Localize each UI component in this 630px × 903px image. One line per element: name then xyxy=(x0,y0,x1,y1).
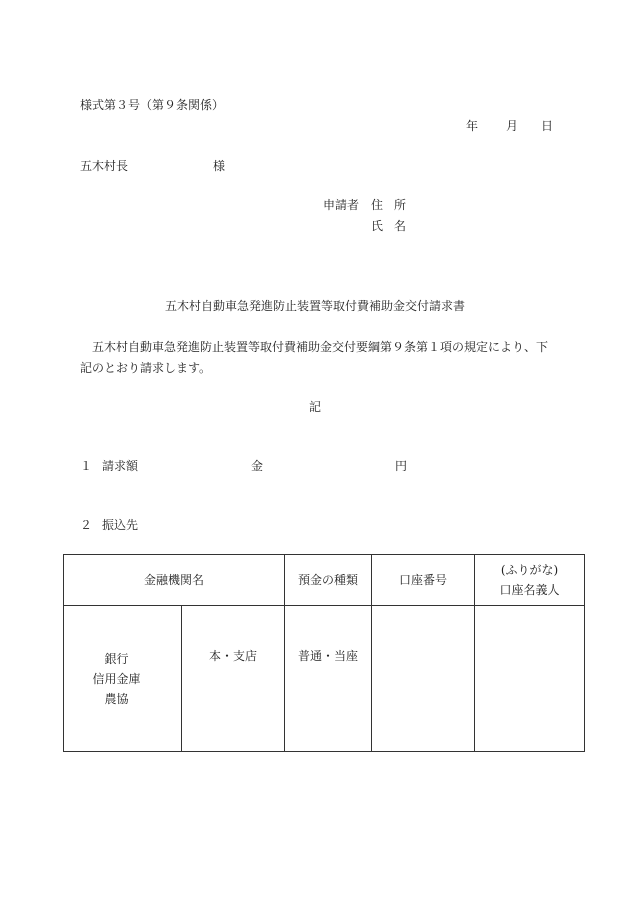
header-institution: 金融機関名 xyxy=(64,555,285,606)
item1-number: １ xyxy=(80,459,93,473)
request-body-text: 五木村自動車急発進防止装置等取付費補助金交付要綱第９条第１項の規定により、下記のとおり請求します。 xyxy=(80,340,549,375)
header-deposit-type: 預金の種類 xyxy=(285,555,372,606)
item1-yen-label: 円 xyxy=(395,459,408,473)
item2-label: 振込先 xyxy=(102,518,139,532)
header-furigana: (ふりがな) xyxy=(500,563,559,577)
document-title: 五木村自動車急発進防止装置等取付費補助金交付請求書 xyxy=(164,299,465,313)
ki-heading: 記 xyxy=(309,400,322,414)
addressee-name: 五木村長 xyxy=(80,159,129,173)
form-number: 様式第３号（第９条関係） xyxy=(80,98,225,112)
table-row xyxy=(64,606,585,752)
applicant-label: 申請者 xyxy=(323,198,360,212)
institution-type-shinkin: 信用金庫 xyxy=(92,671,141,686)
item1-kin-label: 金 xyxy=(251,459,264,473)
addressee-honorific: 様 xyxy=(213,159,226,173)
account-holder-cell[interactable] xyxy=(475,606,585,752)
item2-number: ２ xyxy=(80,518,93,532)
deposit-type-cell[interactable] xyxy=(285,606,372,752)
institution-type-cell[interactable] xyxy=(64,606,182,752)
branch-label: 本・支店 xyxy=(209,649,258,663)
date-year-label: 年 xyxy=(466,119,479,133)
institution-type-bank: 銀行 xyxy=(104,651,129,666)
header-account-holder-label: 口座名義人 xyxy=(499,583,560,597)
applicant-address-label: 住所 xyxy=(371,198,418,212)
bank-transfer-table xyxy=(63,554,585,752)
branch-cell[interactable] xyxy=(182,606,285,752)
header-account-number: 口座番号 xyxy=(372,555,475,606)
applicant-name-label: 氏名 xyxy=(371,219,418,233)
institution-type-nokyo: 農協 xyxy=(104,691,129,706)
item1-label: 請求額 xyxy=(102,459,139,473)
header-account-holder xyxy=(475,555,585,606)
date-day-label: 日 xyxy=(541,119,554,133)
table-header-row xyxy=(64,555,585,606)
deposit-options-label: 普通・当座 xyxy=(298,649,359,663)
account-number-cell[interactable] xyxy=(372,606,475,752)
date-month-label: 月 xyxy=(506,119,519,133)
